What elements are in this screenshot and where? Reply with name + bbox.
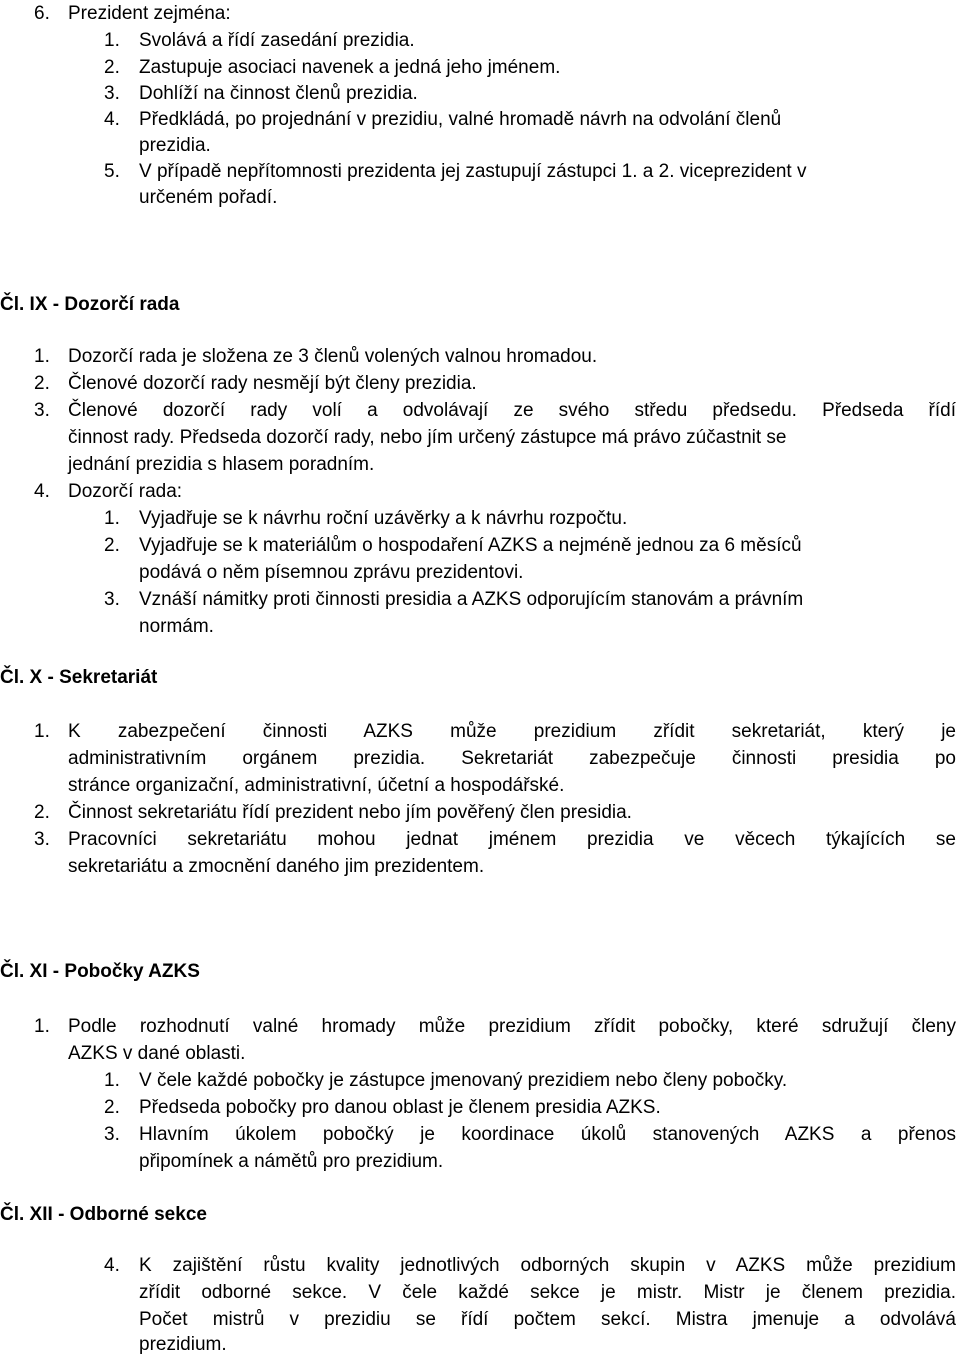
list-item: Předseda pobočky pro danou oblast je členem presidia AZKS. xyxy=(139,1097,661,1118)
list-number: 1. xyxy=(104,1070,120,1091)
list-item-continuation: určeném pořadí. xyxy=(139,187,278,208)
list-number: 1. xyxy=(34,1016,50,1037)
list-item-continuation: činnost rady. Předseda dozorčí rady, nebo jím určený zástupce má právo zúčastnit se xyxy=(68,427,787,448)
article-heading: Čl. XI - Pobočky AZKS xyxy=(0,961,200,982)
list-item-continuation: prezidium. xyxy=(139,1334,227,1355)
list-number: 2. xyxy=(34,373,50,394)
list-number: 3. xyxy=(34,400,50,421)
list-number: 3. xyxy=(34,829,50,850)
list-item-continuation: sekretariátu a zmocnění daného jim prezidentem. xyxy=(68,856,485,877)
list-number: 3. xyxy=(104,589,120,610)
list-item: Vznáší námitky proti činnosti presidia a AZKS odporujícím stanovám a právním xyxy=(139,589,804,610)
list-item-continuation: prezidia. xyxy=(139,135,211,156)
list-number: 2. xyxy=(104,1097,120,1118)
list-item: Podle rozhodnutí valné hromady může prezidium zřídit pobočky, které sdružují členy xyxy=(68,1016,956,1037)
list-item: V čele každé pobočky je zástupce jmenovaný prezidiem nebo členy pobočky. xyxy=(139,1070,788,1091)
section-title: Prezident zejména: xyxy=(68,3,231,24)
list-item: Dohlíží na činnost členů prezidia. xyxy=(139,83,418,104)
list-item: Pracovníci sekretariátu mohou jednat jménem prezidia ve věcech týkajících se xyxy=(68,829,956,850)
list-number: 5. xyxy=(104,161,120,182)
list-item: Členové dozorčí rady nesmějí být členy prezidia. xyxy=(68,373,477,394)
list-item-continuation: zřídit odborné sekce. V čele každé sekce je mistr. Mistr je členem prezidia. xyxy=(139,1282,956,1303)
list-number: 2. xyxy=(104,57,120,78)
list-item-continuation: stránce organizační, administrativní, účetní a hospodářské. xyxy=(68,775,565,796)
list-number: 2. xyxy=(104,535,120,556)
list-item-continuation: jednání prezidia s hlasem poradním. xyxy=(68,454,375,475)
list-item-continuation: normám. xyxy=(139,616,214,637)
article-heading: Čl. XII - Odborné sekce xyxy=(0,1204,207,1225)
list-item: Vyjadřuje se k materiálům o hospodaření AZKS a nejméně jednou za 6 měsíců xyxy=(139,535,802,556)
list-number: 4. xyxy=(34,481,50,502)
list-item: Zastupuje asociaci navenek a jedná jeho jménem. xyxy=(139,57,561,78)
list-item: K zajištění růstu kvality jednotlivých odborných skupin v AZKS může prezidium xyxy=(139,1255,956,1276)
list-item-continuation: připomínek a námětů pro prezidium. xyxy=(139,1151,444,1172)
list-item: Vyjadřuje se k návrhu roční uzávěrky a k návrhu rozpočtu. xyxy=(139,508,628,529)
list-number: 1. xyxy=(104,508,120,529)
list-item: Předkládá, po projednání v prezidiu, valné hromadě návrh na odvolání členů xyxy=(139,109,782,130)
list-item-continuation: podává o něm písemnou zprávu prezidentovi. xyxy=(139,562,524,583)
list-item-continuation: AZKS v dané oblasti. xyxy=(68,1043,246,1064)
list-item: Dozorčí rada je složena ze 3 členů volených valnou hromadou. xyxy=(68,346,598,367)
list-item: Hlavním úkolem pobočký je koordinace úkolů stanovených AZKS a přenos xyxy=(139,1124,956,1145)
list-item: K zabezpečení činnosti AZKS může prezidium zřídit sekretariát, který je xyxy=(68,721,956,742)
list-item: Členové dozorčí rady volí a odvolávají ze svého středu předsedu. Předseda řídí xyxy=(68,400,956,421)
list-item-continuation: Počet mistrů v prezidiu se řídí počtem sekcí. Mistra jmenuje a odvolává xyxy=(139,1309,956,1330)
list-item: Činnost sekretariátu řídí prezident nebo jím pověřený člen presidia. xyxy=(68,802,632,823)
article-heading: Čl. X - Sekretariát xyxy=(0,667,158,688)
list-number: 3. xyxy=(104,83,120,104)
list-number: 1. xyxy=(34,721,50,742)
list-number: 4. xyxy=(104,109,120,130)
list-item: Svolává a řídí zasedání prezidia. xyxy=(139,30,415,51)
list-number: 1. xyxy=(34,346,50,367)
list-number: 2. xyxy=(34,802,50,823)
article-heading: Čl. IX - Dozorčí rada xyxy=(0,294,180,315)
list-item-continuation: administrativním orgánem prezidia. Sekretariát zabezpečuje činnosti presidia po xyxy=(68,748,956,769)
list-number: 1. xyxy=(104,30,120,51)
list-item: V případě nepřítomnosti prezidenta jej zastupují zástupci 1. a 2. viceprezident v xyxy=(139,161,807,182)
list-number: 4. xyxy=(104,1255,120,1276)
list-number: 3. xyxy=(104,1124,120,1145)
list-number: 6. xyxy=(34,3,50,24)
list-item: Dozorčí rada: xyxy=(68,481,183,502)
